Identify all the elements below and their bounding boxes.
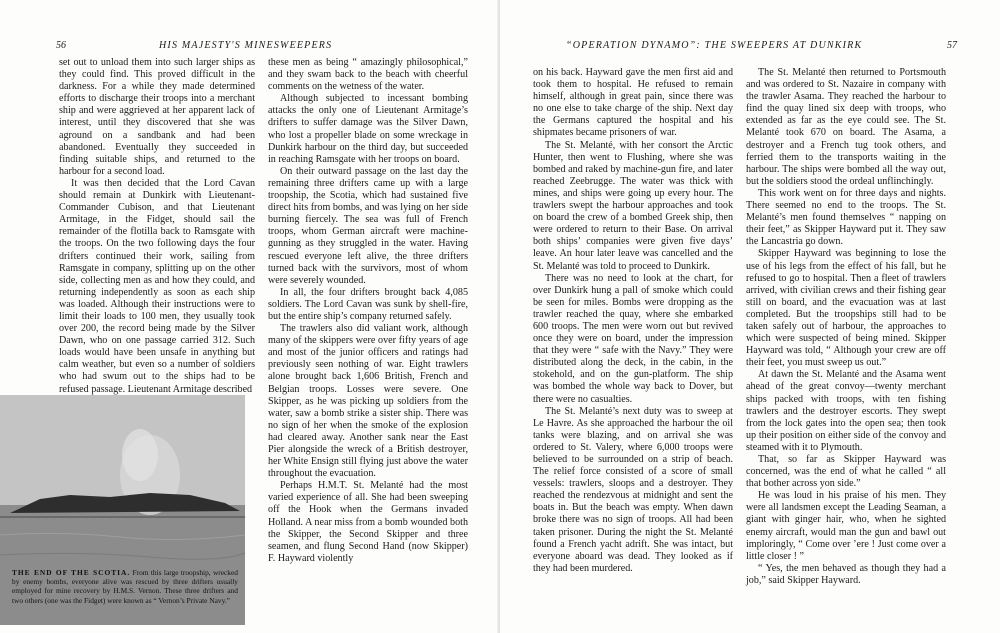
paragraph: The St. Melanté, with her consort the Arctic Hunter, then went to Flushing, where she was bombed and raked by machine-gun fire, and later reached Zeebrugge. The water was thick with mines, and ships were going up every hour. The trawlers swept the harbour approaches and took on board the crew of a bombed Greek ship, then were ordered to return to their Base. On arrival both ships’ companies were given five days’ leave. An hour later leave was cancelled and the St. Melanté was told to proceed to Dunkirk. [533,139,733,272]
caption-text: From this large troopship, wrecked by enemy bombs, everyone alive was rescued by three drifters usually employed for mine recovery by H.M.S. Vernon. These three drifters and two others (one was the Fidget) were known as “ Vernon’s Private Navy.” [12,568,238,605]
running-header: HIS MAJESTY'S MINESWEEPERS [159,40,333,51]
right-column-1 [533,67,733,623]
paragraph: The trawlers also did valiant work, although many of the skippers were over fifty years of age and most of the junior officers and ratings had previously seen nothing of war. Eight trawlers alone brought back 1,606 British, French and Belgian troops. Losses were severe. One Skipper, as he was picking up soldiers from the water, saw a bomb strike a sister ship. There was no sign of her when the smoke of the explosion had cleared away. Another sank near the East Pier alongside the wreck of a British destroyer, her White Ensign still flying just above the water throughout the evacuation. [268,323,468,480]
page-number: 57 [947,40,957,51]
paragraph: It was then decided that the Lord Cavan should remain at Dunkirk with Lieutenant-Commander Cubison, and that Lieutenant Armitage, in the Fidget, should sail the remainder of the flotilla back to Ramsgate with the troops. On the two following days the four drifters continued their work, sailing from Ramsgate in company, splitting up on the other side, collecting men as and how they could, and returning independently as soon as each ship was loaded. Although their instructions were to limit their loads to 100 men, they usually took over 200, the record being made by the Silver Dawn, who on one passage carried 312. Such loads would have been unsafe in anything but calm weather, but even so a number of soldiers who had swum out to the ships had to be refused passage. Lieutenant Armitage described [59,177,255,395]
paragraph: on his back. Hayward gave the men first aid and took them to hospital. He refused to remain himself, although in great pain, since there was no one else to take charge of the ship. Next day the Germans captured the hospital and his shipmates became prisoners of war. [533,67,733,139]
paragraph: In all, the four drifters brought back 4,085 soldiers. The Lord Cavan was sunk by shell-fire, but the entire ship’s company returned safely. [268,286,468,322]
paragraph: He was loud in his praise of his men. They were all landsmen except the Leading Seaman, a giant with ginger hair, who, when he sighted enemy aircraft, would man the gun and bawl out imploringly, “ Come over ’ere ! Just come over a little closer ! ” [746,490,946,562]
photo-caption [12,568,238,605]
left-column-1 [59,57,255,395]
paragraph: That, so far as Skipper Hayward was concerned, was the end of what he called “ all that bother across yon side.” [746,454,946,490]
right-page [500,0,1000,633]
paragraph: This work went on for three days and nights. There seemed no end to the troops. The St. Melanté’s men found themselves “ napping on their feet,” as Skipper Hayward put it. They saw the Lancastria go down. [746,187,946,248]
paragraph: Although subjected to incessant bombing attacks the only one of Lieutenant Armitage’s drifters to suffer damage was the Silver Dawn, who lost a propeller blade on some wreckage in Dunkirk harbour on the third day, but succeeded in reaching Ramsgate with her troops on board. [268,93,468,165]
right-column-2 [746,67,946,623]
paragraph: Perhaps H.M.T. St. Melanté had the most varied experience of all. She had been sweeping off the Hook when the Germans invaded Holland. A near miss from a bomb wounded both the Skipper, the Second Skipper and three seamen, and flung Second Hand (now Skipper) F. Hayward violently [268,480,468,564]
left-column-2 [268,57,468,623]
paragraph: At dawn the St. Melanté and the Asama went ahead of the great convoy—twenty merchant ships packed with troops, with ten fishing trawlers and the destroyer escorts. They swept from the lock gates into the open sea; then took up their position on either side of the convoy and steamed with it to Plymouth. [746,369,946,453]
paragraph: these men as being “ amazingly philosophical,” and they swam back to the beach with cheerful comments on the wetness of the water. [268,57,468,93]
page-number: 56 [56,40,66,51]
paragraph: set out to unload them into such larger ships as they could find. This proved difficult in the darkness. For a while they made determined efforts to discharge their troops into a merchant ship and were aggrieved at her apparent lack of interest, until they discovered that she was aground on a sandbank and had been abandoned. Eventually they succeeded in finding suitable ships, and returned to the harbour for a second load. [59,57,255,177]
paragraph: Skipper Hayward was beginning to lose the use of his legs from the effect of his fall, but he refused to go to hospital. Then a fleet of trawlers arrived, with civilian crews and their fishing gear still on board, and the evacuation was at last completed. But the troopships still had to be taken safely out of harbour, the approaches to which were suspected of being mined. Skipper Hayward was told, “ Although your crew are off their feet, you must sweep us out.” [746,248,946,369]
paragraph: The St. Melanté’s next duty was to sweep at Le Havre. As she approached the harbour the oil tanks were blazing, and on arrival she was ordered to St. Valery, where 6,000 troops were believed to be surrounded on a strip of beach. The relief force consisted of a score of small vessels: trawlers, sloops and a destroyer. They reached the rendezvous at midnight and sent the boats in. But the beach was empty. When dawn broke there was no sign of troops. All had been taken prisoner. During the night the St. Melanté found a French yacht adrift. She was intact, but everyone aboard was dead. They looked as if they had been murdered. [533,405,733,574]
running-header: “OPERATION DYNAMO”: THE SWEEPERS AT DUNKIRK [566,40,863,51]
paragraph: On their outward passage on the last day the remaining three drifters came up with a large troopship, the Scotia, which had sustained five direct hits from bombs, and was lying on her side burning fiercely. The sea was full of French troops, whom German aircraft were machine-gunning as they struggled in the water. Having rescued everyone left alive, the three drifters turned back with the survivors, most of whom were severely wounded. [268,165,468,286]
caption-title: THE END OF THE SCOTIA. [12,568,131,577]
paragraph: The St. Melanté then returned to Portsmouth and was ordered to St. Nazaire in company with the trawler Asama. They reached the harbour to find the quay lined six deep with troops, who extended as far as the eye could see. The St. Melanté took 670 on board. The Asama, a destroyer and a French tug took others, and ferried them to the transports waiting in the harbour. The ships were bombed all the way out, but the soldiers stood the ordeal unflinchingly. [746,67,946,187]
paragraph: “ Yes, the men behaved as though they had a job,” said Skipper Hayward. [746,562,946,586]
paragraph: There was no need to look at the chart, for over Dunkirk hung a pall of smoke which could be seen for miles. Bombs were dropping as the trawler reached the quay, where she embarked 600 troops. The men were worn out but revived once they were on board, under the impression that they were “ safe with the Navy.” They were distributed along the deck, in the cabin, in the stokehold, and on the gun-platform. The ship was bombed the whole way back to Dover, but there were no casualties. [533,272,733,405]
